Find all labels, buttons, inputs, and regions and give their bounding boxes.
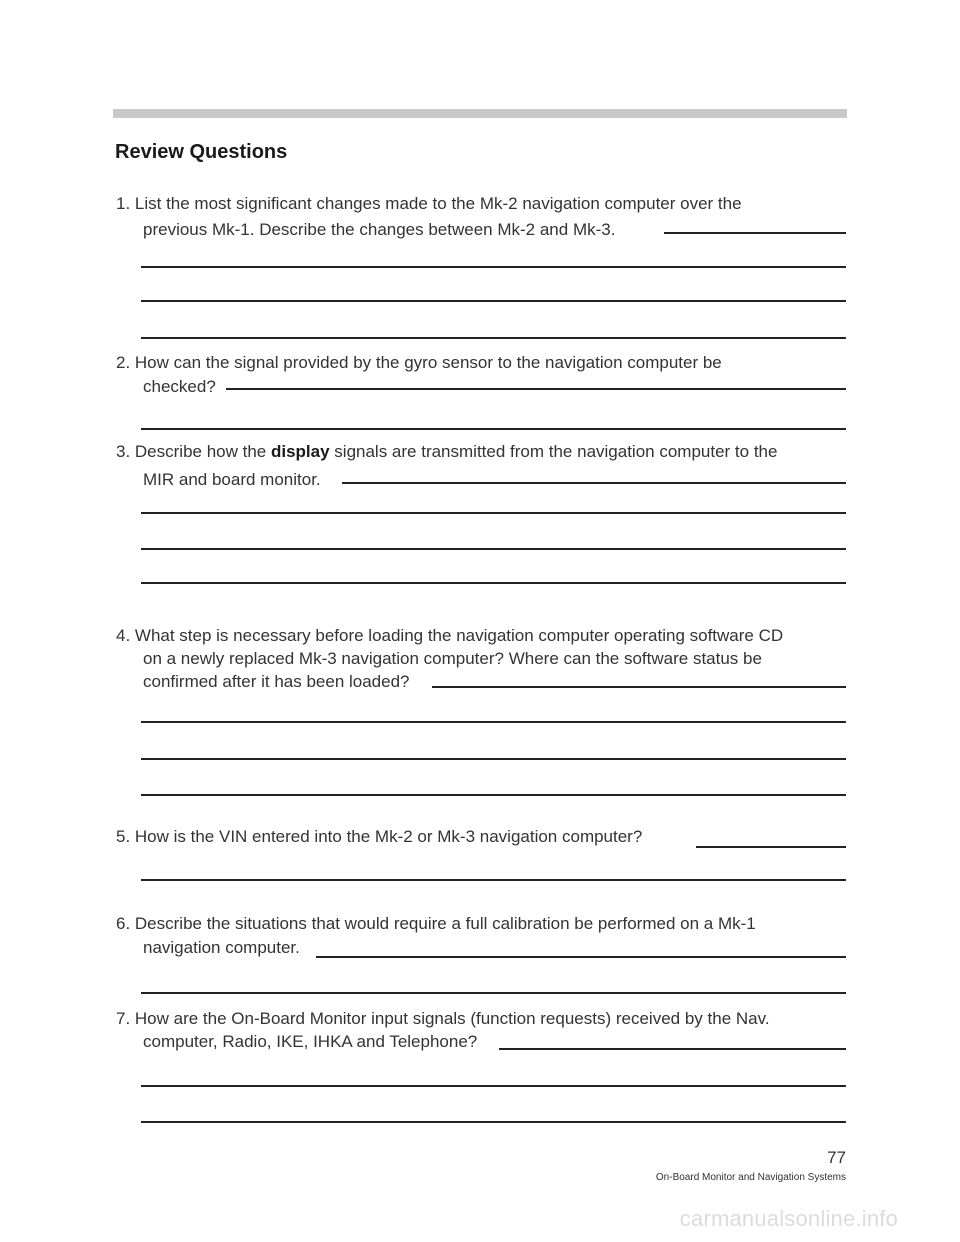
question-2-line-1: 2. How can the signal provided by the gyro sensor to the navigation computer be	[116, 353, 722, 372]
question-7-line-1: 7. How are the On-Board Monitor input signals (function requests) received by the Nav.	[116, 1009, 770, 1028]
answer-line[interactable]	[141, 721, 846, 723]
question-4-line-1: 4. What step is necessary before loading the navigation computer operating software CD	[116, 626, 784, 645]
page-number: 77	[827, 1148, 846, 1167]
question-3-line-1	[116, 442, 777, 462]
question-2-line-2: checked?	[143, 377, 216, 396]
answer-line[interactable]	[141, 266, 846, 268]
answer-line[interactable]	[316, 956, 846, 958]
answer-line[interactable]	[141, 512, 846, 514]
question-4-line-2: on a newly replaced Mk-3 navigation computer? Where can the software status be	[143, 649, 762, 668]
answer-line[interactable]	[342, 482, 846, 484]
answer-line[interactable]	[141, 1085, 846, 1087]
question-3-text-end: signals are transmitted from the navigation computer to the	[329, 442, 778, 461]
answer-line[interactable]	[141, 428, 846, 430]
answer-line[interactable]	[141, 337, 846, 339]
answer-line[interactable]	[141, 300, 846, 302]
question-1-line-2: previous Mk-1. Describe the changes between Mk-2 and Mk-3.	[143, 220, 616, 239]
answer-line[interactable]	[141, 758, 846, 760]
answer-line[interactable]	[226, 388, 846, 390]
question-4-line-3: confirmed after it has been loaded?	[143, 672, 410, 691]
answer-line[interactable]	[499, 1048, 846, 1050]
question-6-line-2: navigation computer.	[143, 938, 300, 957]
question-3-text-start: 3. Describe how the	[116, 442, 271, 461]
question-7-line-2: computer, Radio, IKE, IHKA and Telephone?	[143, 1032, 478, 1051]
answer-line[interactable]	[141, 582, 846, 584]
top-divider-bar	[113, 109, 847, 118]
answer-line[interactable]	[141, 992, 846, 994]
question-3-line-2: MIR and board monitor.	[143, 470, 321, 489]
question-1-line-1: 1. List the most significant changes made to the Mk-2 navigation computer over the	[116, 194, 742, 213]
question-5-line-1: 5. How is the VIN entered into the Mk-2 or Mk-3 navigation computer?	[116, 827, 643, 846]
answer-line[interactable]	[664, 232, 846, 234]
page-title: Review Questions	[115, 141, 288, 163]
footer-section-title: On-Board Monitor and Navigation Systems	[655, 1172, 846, 1183]
answer-line[interactable]	[141, 794, 846, 796]
answer-line[interactable]	[432, 686, 846, 688]
highlighted-term: display	[270, 442, 330, 461]
answer-line[interactable]	[141, 548, 846, 550]
watermark: carmanualsonline.info	[679, 1206, 898, 1231]
answer-line[interactable]	[141, 1121, 846, 1123]
question-6-line-1: 6. Describe the situations that would require a full calibration be performed on a Mk-1	[116, 914, 756, 933]
answer-line[interactable]	[141, 879, 846, 881]
answer-line[interactable]	[696, 846, 846, 848]
